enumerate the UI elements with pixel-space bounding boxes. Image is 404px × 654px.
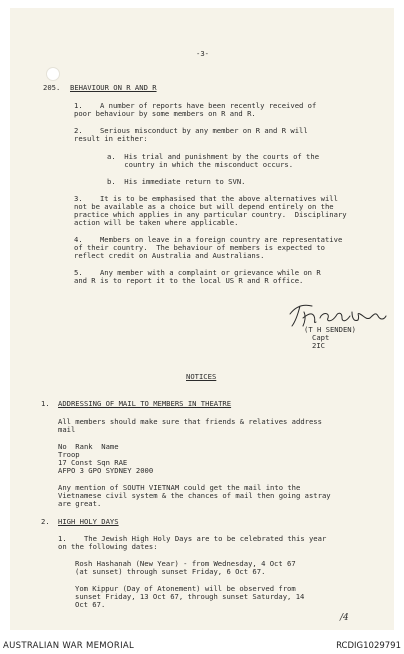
document-page: [10, 8, 394, 630]
address-line: AFPO 3 GPO SYDNEY 2000: [58, 466, 154, 475]
section-heading: BEHAVIOUR ON R AND R: [70, 83, 157, 92]
para-line: (at sunset) through sunset Friday, 6 Oct 67.: [75, 567, 266, 576]
notices-heading: NOTICES: [186, 372, 217, 381]
signatory-name: (T H SENDEN): [304, 325, 356, 334]
para-line: Oct 67.: [75, 600, 106, 609]
footer-record-id: RCDIG1029791: [336, 641, 401, 651]
para-line: not be available as a choice but will depend entirely on the: [74, 202, 334, 211]
para-line: are great.: [58, 499, 102, 508]
page-number: -3-: [196, 49, 209, 58]
para-line: on the following dates:: [58, 542, 158, 551]
para-line: 5. Any member with a complaint or grievance while on R: [74, 268, 321, 277]
para-line: reflect credit on Australia and Australians.: [74, 251, 265, 260]
footer-source: AUSTRALIAN WAR MEMORIAL: [3, 641, 135, 651]
notice-number: 1.: [41, 399, 50, 408]
para-line: country in which the misconduct occurs.: [107, 160, 294, 169]
para-line: b. His immediate return to SVN.: [107, 177, 246, 186]
signature-handwriting: [286, 300, 390, 328]
para-line: 4. Members on leave in a foreign country are representative: [74, 235, 343, 244]
para-line: a. His trial and punishment by the courts of the: [107, 152, 320, 161]
section-number: 205.: [43, 83, 61, 92]
para-line: 2. Serious misconduct by any member on R and R will: [74, 126, 308, 135]
para-line: Any mention of SOUTH VIETNAM could get the mail into the: [58, 483, 301, 492]
address-line: Troop: [58, 450, 80, 459]
para-line: Vietnamese civil system & the chances of mail then going astray: [58, 491, 331, 500]
punch-hole: [46, 67, 60, 81]
para-line: and R is to report it to the local US R and R office.: [74, 276, 304, 285]
notice-number: 2.: [41, 517, 50, 526]
para-line: 1. A number of reports have been recently received of: [74, 101, 317, 110]
para-line: practice which applies in any particular country. Disciplinary: [74, 210, 347, 219]
para-line: All members should make sure that friends & relatives address: [58, 417, 322, 426]
para-line: 3. It is to be emphasised that the above alternatives will: [74, 194, 338, 203]
para-line: mail: [58, 425, 76, 434]
address-line: No Rank Name: [58, 442, 119, 451]
para-line: Rosh Hashanah (New Year) - from Wednesday, 4 Oct 67: [75, 559, 296, 568]
para-line: sunset Friday, 13 Oct 67, through sunset Saturday, 14: [75, 592, 305, 601]
notice-heading: HIGH HOLY DAYS: [58, 517, 119, 526]
para-line: of their country. The behaviour of members is expected to: [74, 243, 325, 252]
para-line: result in either:: [74, 134, 148, 143]
signatory-rank: Capt: [312, 333, 330, 342]
para-line: 1. The Jewish High Holy Days are to be celebrated this year: [58, 534, 327, 543]
para-line: poor behaviour by some members on R and R.: [74, 109, 256, 118]
notice-heading: ADDRESSING OF MAIL TO MEMBERS IN THEATRE: [58, 399, 232, 408]
archive-footer: [0, 636, 404, 654]
signatory-appointment: 2IC: [312, 341, 325, 350]
address-line: 17 Const Sqn RAE: [58, 458, 128, 467]
para-line: Yom Kippur (Day of Atonement) will be observed from: [75, 584, 296, 593]
next-page-mark: /4: [340, 613, 349, 623]
para-line: action will be taken where applicable.: [74, 218, 239, 227]
